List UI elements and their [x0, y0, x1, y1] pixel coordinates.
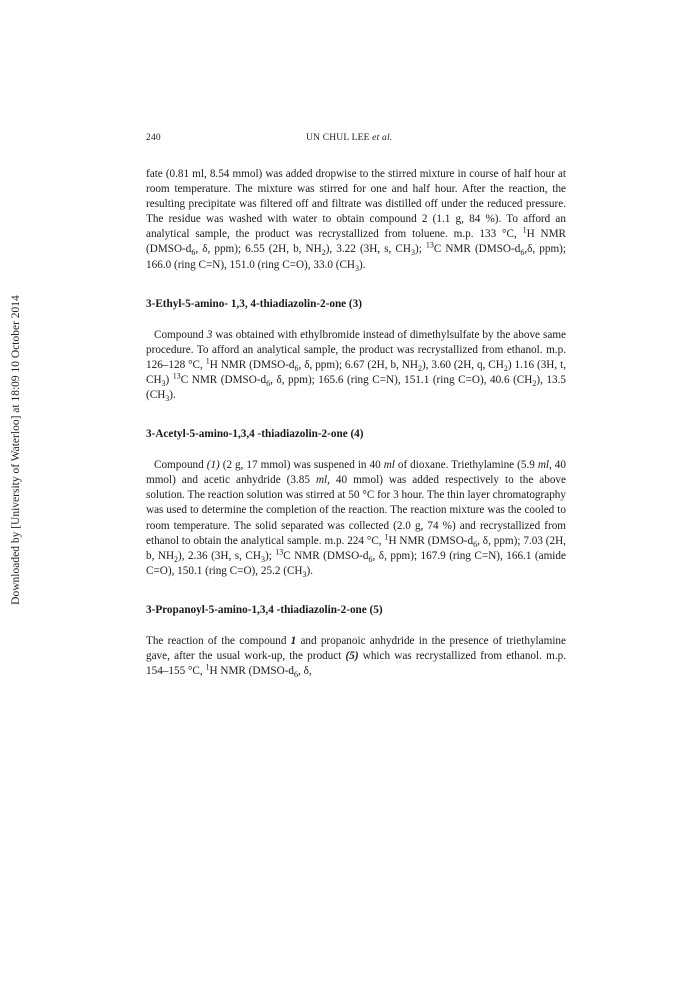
paragraph-compound-5: The reaction of the compound 1 and propanoic anhydride in the presence of triethylamine gave, after the usual work-up, the product (5) which was recrystallized from ethanol. m.p. 154–155 °C, $^1$H NMR ($DMSO-d_6$, δ, — [146, 634, 567, 680]
section-heading-compound-4: 3-Acetyl-5-amino-1,3,4 -thiadiazolin-2-one (4) — [146, 428, 364, 441]
page-number: 240 — [146, 133, 161, 143]
running-head-etal: et al. — [372, 133, 393, 143]
paragraph-compound-3: Compound 3 was obtained with ethylbromide instead of dimethylsulfate by the above same procedure. To afford an analytical sample, the product was recrystallized from ethanol. m.p. 126–128 °C, $^1$H NMR ($DMSO-d_6$, δ, ppm); 6.67 (2H, b, $NH_2$), 3.60 (2H, q, $CH_2$) 1.16 (3H, t, $CH_3$) $^{13}$C NMR ($DMSO-d_6$, δ, ppm); 165.6 (ring C=N), 151.1 (ring C=O), 40.6 $(CH_2)$, 13.5 $(CH_3)$. — [146, 328, 566, 404]
page-header — [146, 133, 566, 149]
page-body — [146, 167, 566, 679]
running-head-authors: UN CHUL LEE — [306, 133, 370, 143]
running-head — [306, 133, 392, 143]
download-watermark — [6, 200, 26, 700]
paragraph-compound-4: Compound (1) (2 g, 17 mmol) was suspened in 40 ml of dioxane. Triethylamine (5.9 ml, 40 mmol) and acetic anhydride (3.85 ml, 40 mmol) was added respectively to the above solution. The reaction solution was stirred at 50 °C for 3 hour. The thin layer chromatography was used to determine the completion of the reaction. The reaction mixture was the cooled to room temperature. The solid separated was collected (2.0 g, 74 %) and recrystallized from ethanol to obtain the analytical sample. m.p. 224 °C, $^1$H NMR ($DMSO-d_6$, δ, ppm); 7.03 (2H, b, $NH_2$), 2.36 (3H, s, $CH_3$); $^{13}$C NMR ($DMSO-d_6$, δ, ppm); 167.9 (ring C=N), 166.1 (amide C=O), 150.1 (ring C=O), 25.2 $(CH_3)$. — [146, 459, 566, 580]
section-heading-compound-5: 3-Propanoyl-5-amino-1,3,4 -thiadiazolin-2-one (5) — [146, 603, 383, 616]
download-watermark-text: Downloaded by [University of Waterloo] at 18:09 10 October 2014 — [10, 295, 22, 605]
paragraph-compound-2: fate (0.81 ml, 8.54 mmol) was added dropwise to the stirred mixture in course of half hour at room temperature. The mixture was stirred for one and half hour. After the reaction, the resulting precipitate was filtered off and filtrate was distilled off under the reduced pressure. The residue was washed with water to obtain compound 2 (1.1 g, 84 %). To afford an analytical sample, the product was recrystallized from toluene. m.p. 133 °C, $^1$H NMR ($DMSO-d_6$, δ, ppm); 6.55 (2H, b, $NH_2$), 3.22 (3H, s, $CH_3$); $^{13}$C NMR ($DMSO-d_6,\delta$, ppm); 166.0 (ring C=N), 151.0 (ring C=O), 33.0 $(CH_3)$. — [146, 168, 566, 273]
section-heading-compound-3: 3-Ethyl-5-amino- 1,3, 4-thiadiazolin-2-one (3) — [146, 297, 362, 310]
